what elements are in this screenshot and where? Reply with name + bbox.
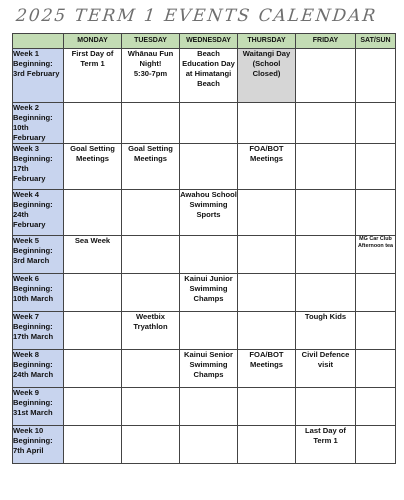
event-cell-friday bbox=[296, 49, 356, 103]
week-label: Week 2 Beginning: 10th February bbox=[13, 103, 64, 144]
week-row bbox=[13, 144, 396, 190]
event-cell-sat-sun bbox=[356, 388, 396, 426]
event-cell-tuesday bbox=[122, 236, 180, 274]
event-cell-wednesday bbox=[180, 103, 238, 144]
event-cell-wednesday: Beach Education Day at Himatangi Beach bbox=[180, 49, 238, 103]
event-cell-tuesday bbox=[122, 274, 180, 312]
event-cell-sat-sun bbox=[356, 190, 396, 236]
event-cell-monday: Goal Setting Meetings bbox=[64, 144, 122, 190]
week-label: Week 4 Beginning: 24th February bbox=[13, 190, 64, 236]
event-cell-thursday bbox=[238, 274, 296, 312]
event-cell-monday bbox=[64, 190, 122, 236]
event-cell-wednesday bbox=[180, 144, 238, 190]
event-cell-tuesday: Weetbix Tryathlon bbox=[122, 312, 180, 350]
header-corner bbox=[13, 34, 64, 49]
header-sat-sun: SAT/SUN bbox=[356, 34, 396, 49]
event-cell-thursday bbox=[238, 190, 296, 236]
week-label: Week 10 Beginning: 7th April bbox=[13, 426, 64, 464]
week-row bbox=[13, 426, 396, 464]
week-row bbox=[13, 388, 396, 426]
week-row bbox=[13, 190, 396, 236]
event-cell-tuesday bbox=[122, 388, 180, 426]
week-label: Week 6 Beginning: 10th March bbox=[13, 274, 64, 312]
header-monday: MONDAY bbox=[64, 34, 122, 49]
event-cell-friday: Last Day of Term 1 bbox=[296, 426, 356, 464]
event-cell-sat-sun bbox=[356, 312, 396, 350]
week-row bbox=[13, 103, 396, 144]
event-cell-monday: First Day of Term 1 bbox=[64, 49, 122, 103]
event-cell-friday bbox=[296, 388, 356, 426]
event-cell-wednesday bbox=[180, 312, 238, 350]
event-cell-thursday bbox=[238, 426, 296, 464]
event-cell-tuesday: Whānau Fun Night! 5:30-7pm bbox=[122, 49, 180, 103]
event-cell-monday bbox=[64, 350, 122, 388]
event-cell-tuesday bbox=[122, 426, 180, 464]
page-title: 2025 TERM 1 EVENTS CALENDAR bbox=[14, 6, 379, 26]
week-label: Week 5 Beginning: 3rd March bbox=[13, 236, 64, 274]
event-cell-friday bbox=[296, 274, 356, 312]
event-cell-sat-sun: MG Car Club Afternoon tea bbox=[356, 236, 396, 274]
event-cell-friday bbox=[296, 236, 356, 274]
week-label: Week 1 Beginning: 3rd February bbox=[13, 49, 64, 103]
event-cell-sat-sun bbox=[356, 144, 396, 190]
week-row bbox=[13, 49, 396, 103]
week-label: Week 3 Beginning: 17th February bbox=[13, 144, 64, 190]
week-row bbox=[13, 312, 396, 350]
event-cell-wednesday bbox=[180, 426, 238, 464]
event-cell-monday: Sea Week bbox=[64, 236, 122, 274]
event-cell-thursday bbox=[238, 388, 296, 426]
header-row bbox=[13, 34, 396, 49]
event-cell-monday bbox=[64, 103, 122, 144]
event-cell-sat-sun bbox=[356, 426, 396, 464]
week-row bbox=[13, 350, 396, 388]
event-cell-friday bbox=[296, 190, 356, 236]
event-cell-sat-sun bbox=[356, 350, 396, 388]
event-cell-monday bbox=[64, 388, 122, 426]
week-row bbox=[13, 236, 396, 274]
event-cell-sat-sun bbox=[356, 49, 396, 103]
header-friday: FRIDAY bbox=[296, 34, 356, 49]
event-cell-monday bbox=[64, 312, 122, 350]
event-cell-sat-sun bbox=[356, 103, 396, 144]
events-calendar-table bbox=[12, 33, 396, 464]
week-label: Week 8 Beginning: 24th March bbox=[13, 350, 64, 388]
event-cell-wednesday bbox=[180, 236, 238, 274]
event-cell-friday bbox=[296, 103, 356, 144]
event-cell-thursday bbox=[238, 236, 296, 274]
event-cell-tuesday bbox=[122, 103, 180, 144]
header-thursday: THURSDAY bbox=[238, 34, 296, 49]
event-cell-thursday: FOA/BOT Meetings bbox=[238, 350, 296, 388]
header-tuesday: TUESDAY bbox=[122, 34, 180, 49]
event-cell-wednesday: Awahou School Swimming Sports bbox=[180, 190, 238, 236]
event-cell-monday bbox=[64, 274, 122, 312]
event-cell-monday bbox=[64, 426, 122, 464]
event-cell-tuesday: Goal Setting Meetings bbox=[122, 144, 180, 190]
event-cell-wednesday: Kainui Junior Swimming Champs bbox=[180, 274, 238, 312]
event-cell-thursday: FOA/BOT Meetings bbox=[238, 144, 296, 190]
week-label: Week 7 Beginning: 17th March bbox=[13, 312, 64, 350]
event-cell-sat-sun bbox=[356, 274, 396, 312]
event-cell-thursday: Waitangi Day (School Closed) bbox=[238, 49, 296, 103]
week-label: Week 9 Beginning: 31st March bbox=[13, 388, 64, 426]
event-cell-tuesday bbox=[122, 190, 180, 236]
event-cell-wednesday: Kainui Senior Swimming Champs bbox=[180, 350, 238, 388]
event-cell-tuesday bbox=[122, 350, 180, 388]
event-cell-friday bbox=[296, 144, 356, 190]
event-cell-thursday bbox=[238, 312, 296, 350]
header-wednesday: WEDNESDAY bbox=[180, 34, 238, 49]
event-cell-friday: Tough Kids bbox=[296, 312, 356, 350]
event-cell-friday: Civil Defence visit bbox=[296, 350, 356, 388]
week-row bbox=[13, 274, 396, 312]
event-cell-thursday bbox=[238, 103, 296, 144]
event-cell-wednesday bbox=[180, 388, 238, 426]
